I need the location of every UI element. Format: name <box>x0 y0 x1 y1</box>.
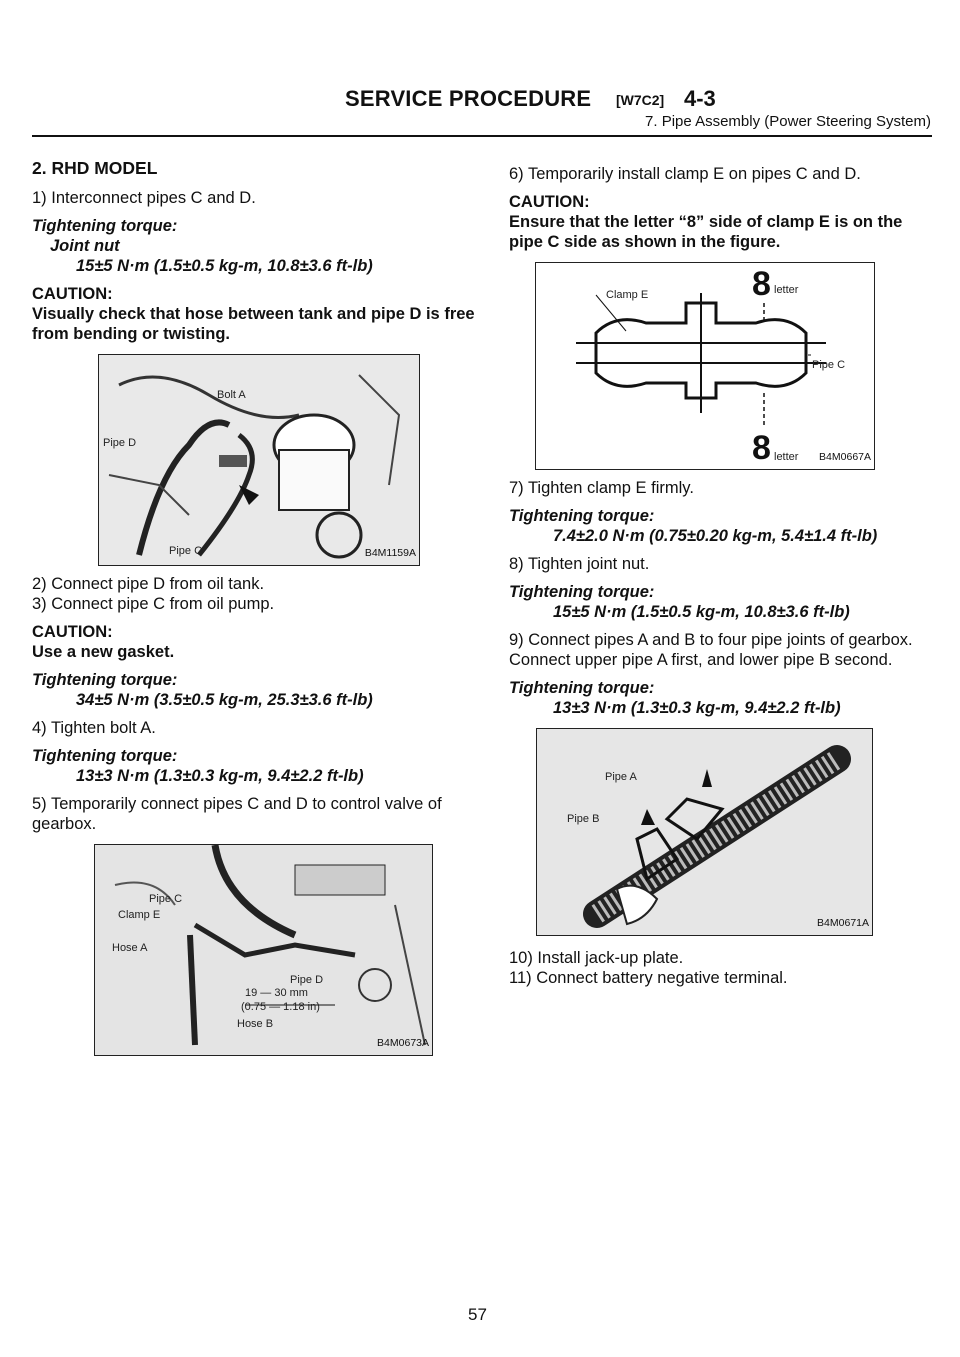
step-8: 8) Tighten joint nut. <box>509 555 650 573</box>
page-header-title: SERVICE PROCEDURE <box>345 86 592 111</box>
caution-text: Use a new gasket. <box>32 643 175 661</box>
left-column <box>32 150 486 1064</box>
letter-8-bottom: 8 <box>752 429 771 467</box>
step-11: 11) Connect battery negative terminal. <box>509 969 788 987</box>
torque-value: 13±3 N·m (1.3±0.3 kg-m, 9.4±2.2 ft-lb) <box>553 699 841 717</box>
label-hose-a: Hose A <box>112 942 148 954</box>
step-4: 4) Tighten bolt A. <box>32 719 156 737</box>
torque-label: Tightening torque: <box>509 583 655 601</box>
label-pipe-d: Pipe D <box>103 437 137 449</box>
figure-caption: B4M0671A <box>817 917 869 929</box>
torque-label: Tightening torque: <box>509 507 655 525</box>
caution-title: CAUTION: <box>509 193 590 211</box>
torque-label: Tightening torque: <box>32 217 178 235</box>
label-pipe-c: Pipe C <box>169 545 203 557</box>
label-letter-top: letter <box>774 284 799 296</box>
label-bolt-a: Bolt A <box>217 389 246 401</box>
label-pipe-d: Pipe D <box>290 974 324 986</box>
torque-label: Tightening torque: <box>32 671 178 689</box>
figure-gearbox-hoses <box>94 844 433 1056</box>
figure-clamp-e <box>535 262 875 470</box>
page-subtitle: 7. Pipe Assembly (Power Steering System) <box>645 113 931 130</box>
label-letter-bottom: letter <box>774 451 799 463</box>
section-heading: 2. RHD MODEL <box>32 158 158 178</box>
step-1: 1) Interconnect pipes C and D. <box>32 189 256 207</box>
section-code: [W7C2] <box>616 92 665 108</box>
label-clamp-e: Clamp E <box>118 909 161 921</box>
torque-label: Tightening torque: <box>32 747 178 765</box>
step-2: 2) Connect pipe D from oil tank. <box>32 575 265 593</box>
step-6: 6) Temporarily install clamp E on pipes C and D. <box>509 165 861 183</box>
step-10: 10) Install jack-up plate. <box>509 949 684 967</box>
caution-title: CAUTION: <box>32 623 113 641</box>
caution-block <box>509 192 933 252</box>
torque-label: Tightening torque: <box>509 679 655 697</box>
label-pipe-a: Pipe A <box>605 771 637 783</box>
step-3: 3) Connect pipe C from oil pump. <box>32 595 275 613</box>
gearbox-pipes-illustration <box>537 729 872 935</box>
caution-title: CAUTION: <box>32 285 113 303</box>
letter-8-top: 8 <box>752 265 771 303</box>
section-number: 4-3 <box>684 86 716 111</box>
figure-caption: B4M0673A <box>377 1037 429 1049</box>
label-pipe-b: Pipe B <box>567 813 600 825</box>
label-clamp-e: Clamp E <box>606 289 649 301</box>
label-dimension-mm: 19 — 30 mm <box>245 987 308 999</box>
torque-value: 15±5 N·m (1.5±0.5 kg-m, 10.8±3.6 ft-lb) <box>76 257 373 275</box>
caution-block <box>32 284 486 344</box>
torque-value: 13±3 N·m (1.3±0.3 kg-m, 9.4±2.2 ft-lb) <box>76 767 364 785</box>
torque-subject: Joint nut <box>50 237 120 255</box>
figure-engine-bay <box>98 354 420 566</box>
step-5: 5) Temporarily connect pipes C and D to control valve of gearbox. <box>32 795 442 833</box>
label-pipe-c: Pipe C <box>149 893 183 905</box>
caution-text: Visually check that hose between tank and pipe D is free from bending or twisting. <box>32 305 475 343</box>
page-number: 57 <box>468 1305 487 1324</box>
label-pipe-c: Pipe C <box>812 359 846 371</box>
caution-block <box>32 622 486 662</box>
step-9: 9) Connect pipes A and B to four pipe joints of gearbox. Connect upper pipe A first, and lower pipe B second. <box>509 631 913 669</box>
engine-bay-illustration <box>99 355 419 565</box>
torque-value: 34±5 N·m (3.5±0.5 kg-m, 25.3±3.6 ft-lb) <box>76 691 373 709</box>
right-column <box>509 150 933 988</box>
step-7: 7) Tighten clamp E firmly. <box>509 479 694 497</box>
label-hose-b: Hose B <box>237 1018 274 1030</box>
torque-value: 15±5 N·m (1.5±0.5 kg-m, 10.8±3.6 ft-lb) <box>553 603 850 621</box>
torque-value: 7.4±2.0 N·m (0.75±0.20 kg-m, 5.4±1.4 ft-lb) <box>553 527 878 545</box>
figure-caption: B4M0667A <box>819 451 871 463</box>
header-rule <box>32 135 932 137</box>
figure-gearbox-pipes <box>536 728 873 936</box>
label-dimension-in: (0.75 — 1.18 in) <box>241 1001 320 1013</box>
caution-text: Ensure that the letter “8” side of clamp E is on the pipe C side as shown in the figure. <box>509 213 903 251</box>
figure-caption: B4M1159A <box>364 547 416 559</box>
